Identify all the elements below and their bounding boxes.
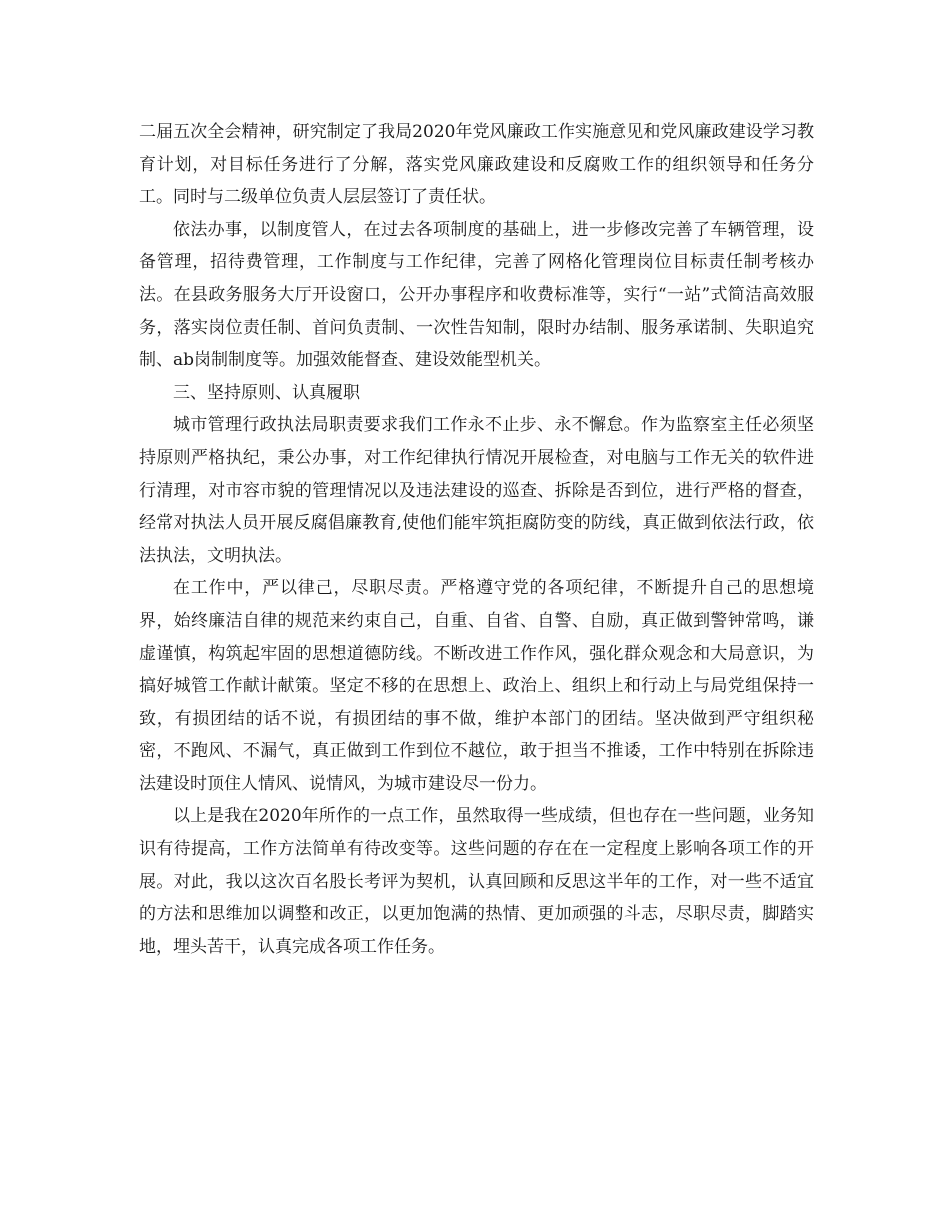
paragraph-continuation: 二届五次全会精神，研究制定了我局2020年党风廉政工作实施意见和党风廉政建设学习教育计划，对目标任务进行了分解，落实党风廉政建设和反腐败工作的组织领导和任务分工。同时与二级单位负责人层层签订了责任状。 (139, 122, 814, 208)
paragraph-supervision-duties: 城市管理行政执法局职责要求我们工作永不止步、永不懈怠。作为监察室主任必须坚持原则严格执纪，秉公办事，对工作纪律执行情况开展检查，对电脑与工作无关的软件进行清理，对市容市貌的管理情况以及违法建设的巡查、拆除是否到位，进行严格的督查，经常对执法人员开展反腐倡廉教育,使他们能牢筑拒腐防变的防线，真正做到依法行政，依法执法，文明执法。 (139, 415, 814, 566)
paragraph-law-based-work: 依法办事，以制度管人，在过去各项制度的基础上，进一步修改完善了车辆管理，设备管理，招待费管理，工作制度与工作纪律，完善了网格化管理岗位目标责任制考核办法。在县政务服务大厅开设窗口，公开办事程序和收费标准等，实行“一站”式简洁高效服务，落实岗位责任制、首问负责制、一次性告知制，限时办结制、服务承诺制、失职追究制、ab岗制制度等。加强效能督查、建设效能型机关。 (139, 219, 814, 371)
paragraph-self-discipline: 在工作中，严以律己，尽职尽责。严格遵守党的各项纪律，不断提升自己的思想境界，始终廉洁自律的规范来约束自己，自重、自省、自警、自励，真正做到警钟常鸣，谦虚谨慎，构筑起牢固的思想道德防线。不断改进工作作风，强化群众观念和大局意识，为搞好城管工作献计献策。坚定不移的在思想上、政治上、组织上和行动上与局党组保持一致，有损团结的话不说，有损团结的事不做，维护本部门的团结。坚决做到严守组织秘密，不跑风、不漏气，真正做到工作到位不越位，敢于担当不推诿，工作中特别在拆除违法建设时顶住人情风、说情风，为城市建设尽一份力。 (139, 578, 814, 794)
document-page (139, 116, 814, 963)
section-heading-principles: 三、坚持原则、认真履职 (173, 382, 360, 403)
paragraph-summary: 以上是我在2020年所作的一点工作，虽然取得一些成绩，但也存在一些问题，业务知识有待提高，工作方法简单有待改变等。这些问题的存在在一定程度上影响各项工作的开展。对此，我以这次百名股长考评为契机，认真回顾和反思这半年的工作，对一些不适宜的方法和思维加以调整和改正，以更加饱满的热情、更加顽强的斗志，尽职尽责，脚踏实地，埋头苦干，认真完成各项工作任务。 (139, 806, 814, 957)
